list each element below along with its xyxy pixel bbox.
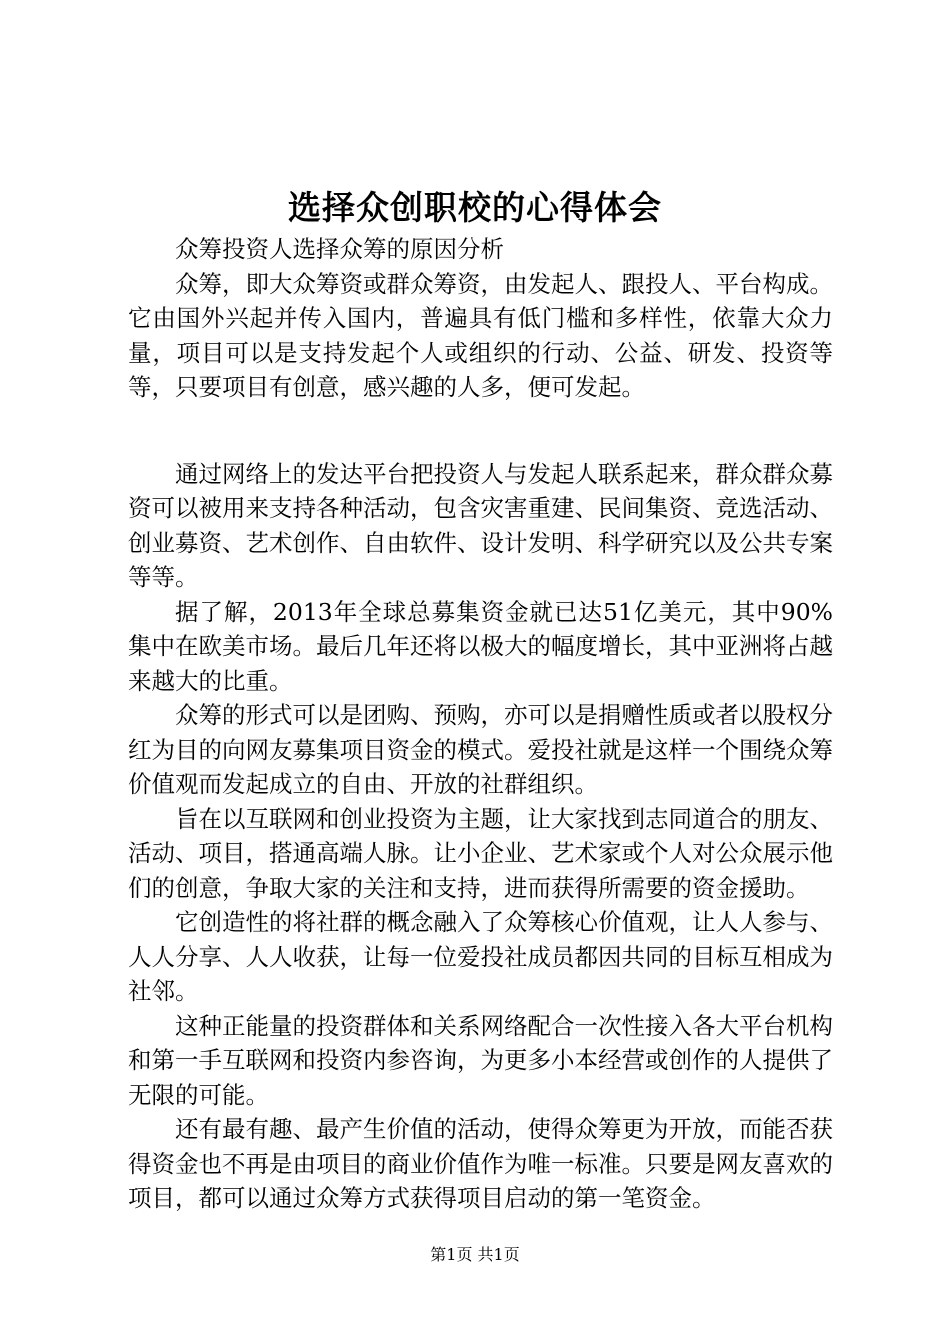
- paragraph-forms: 众筹的形式可以是团购、预购，亦可以是捐赠性质或者以股权分红为目的向网友募集项目资金的模式。爱投社就是这样一个围绕众筹价值观而发起成立的自由、开放的社群组织。: [128, 701, 833, 798]
- paragraph-subtitle: 众筹投资人选择众筹的原因分析: [175, 235, 504, 263]
- paragraph-platform: 通过网络上的发达平台把投资人与发起人联系起来，群众群众募资可以被用来支持各种活动，包含灾害重建、民间集资、竞选活动、创业募资、艺术创作、自由软件、设计发明、科学研究以及公共专案等等。: [128, 459, 833, 591]
- paragraph-gap: [128, 405, 833, 457]
- paragraph-activities: 还有最有趣、最产生价值的活动，使得众筹更为开放，而能否获得资金也不再是由项目的商业价值作为唯一标准。只要是网友喜欢的项目，都可以通过众筹方式获得项目启动的第一笔资金。: [128, 1115, 833, 1212]
- paragraph-statistics: 据了解，2013年全球总募集资金就已达51亿美元，其中90%集中在欧美市场。最后几年还将以极大的幅度增长，其中亚洲将占越来越大的比重。: [128, 597, 833, 695]
- page-footer: 第1页 共1页: [430, 1245, 520, 1264]
- paragraph-purpose: 旨在以互联网和创业投资为主题，让大家找到志同道合的朋友、活动、项目，搭通高端人脉。让小企业、艺术家或个人对公众展示他们的创意，争取大家的关注和支持，进而获得所需要的资金援助。: [128, 804, 833, 902]
- paragraph-definition: 众筹，即大众筹资或群众筹资，由发起人、跟投人、平台构成。它由国外兴起并传入国内，普遍具有低门槛和多样性，依靠大众力量，项目可以是支持发起个人或组织的行动、公益、研发、投资等等，只要项目有创意，感兴趣的人多，便可发起。: [128, 269, 833, 401]
- document-body: [128, 232, 833, 1216]
- document-title: 选择众创职校的心得体会: [288, 188, 662, 227]
- paragraph-community: 它创造性的将社群的概念融入了众筹核心价值观，让人人参与、人人分享、人人收获，让每一位爱投社成员都因共同的目标互相成为社邻。: [128, 908, 833, 1005]
- paragraph-network: 这种正能量的投资群体和关系网络配合一次性接入各大平台机构和第一手互联网和投资内参咨询，为更多小本经营或创作的人提供了无限的可能。: [128, 1011, 833, 1109]
